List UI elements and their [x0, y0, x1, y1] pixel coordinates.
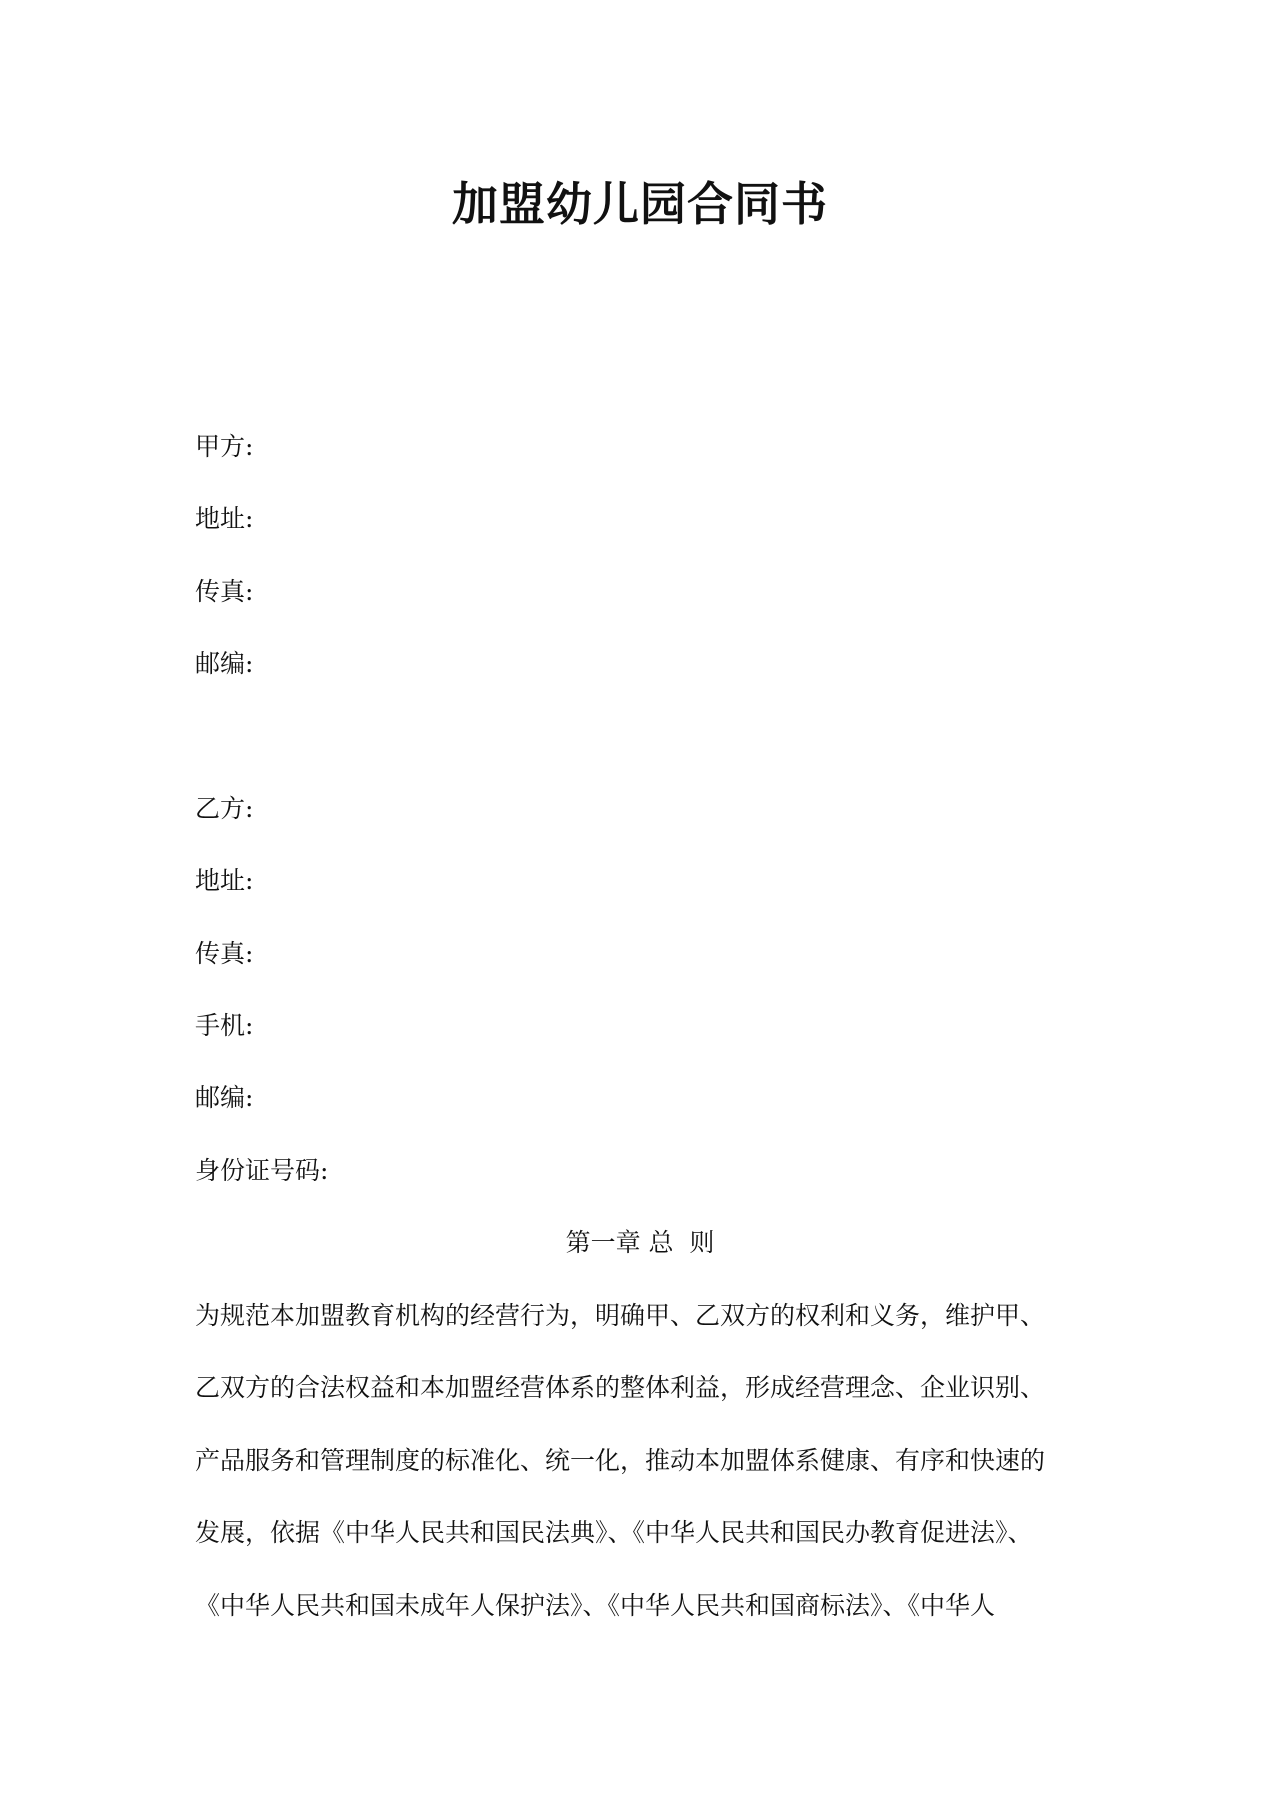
document-title: 加盟幼儿园合同书 [452, 177, 828, 231]
party-b-id-number-label: 身份证号码: [195, 1156, 329, 1185]
party-a-postcode-label: 邮编: [195, 649, 254, 678]
party-b-address-label: 地址: [195, 866, 254, 895]
paragraph-line: 产品服务和管理制度的标准化、统一化，推动本加盟体系健康、有序和快速的 [195, 1446, 1046, 1475]
paragraph-line: 为规范本加盟教育机构的经营行为，明确甲、乙双方的权利和义务，维护甲、 [195, 1301, 1046, 1330]
chapter-heading: 第一章 总 则 [565, 1228, 715, 1257]
paragraph-line: 发展，依据《中华人民共和国民法典》、《中华人民共和国民办教育促进法》、 [195, 1518, 1033, 1547]
party-a-fax-label: 传真: [195, 577, 254, 606]
paragraph-line: 乙双方的合法权益和本加盟经营体系的整体利益，形成经营理念、企业识别、 [195, 1373, 1046, 1402]
party-b-fax-label: 传真: [195, 939, 254, 968]
party-a-label: 甲方: [195, 432, 254, 461]
party-b-label: 乙方: [195, 794, 254, 823]
party-a-address-label: 地址: [195, 504, 254, 533]
paragraph-line: 《中华人民共和国未成年人保护法》、《中华人民共和国商标法》、《中华人 [195, 1591, 996, 1620]
party-b-postcode-label: 邮编: [195, 1083, 254, 1112]
party-b-mobile-label: 手机: [195, 1011, 254, 1040]
